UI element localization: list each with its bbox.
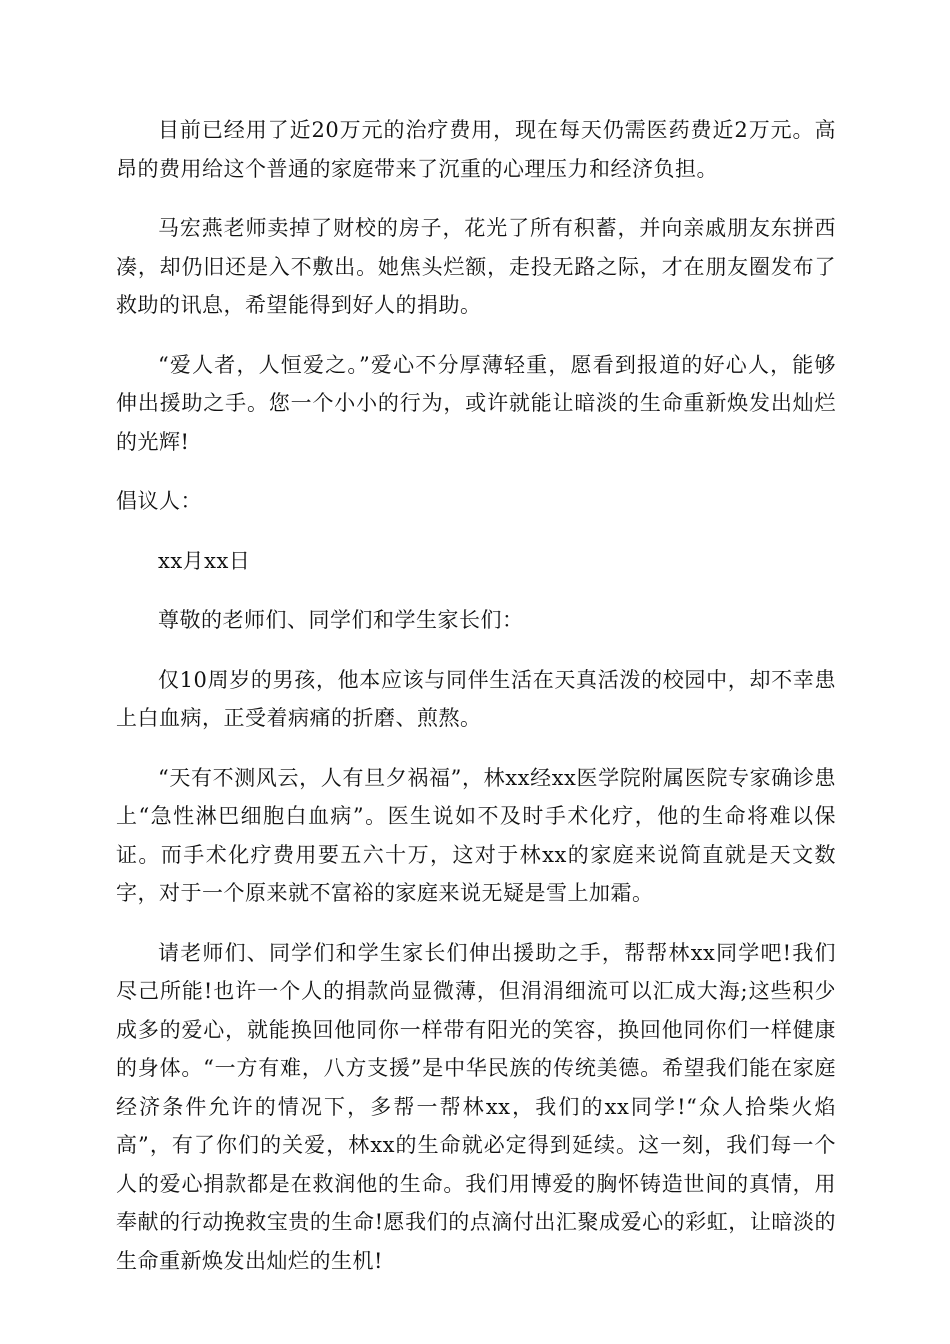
paragraph-teacher-situation: 马宏燕老师卖掉了财校的房子，花光了所有积蓄，并向亲戚朋友东拼西凑，却仍旧还是入不敷出。她焦头烂额，走投无路之际，才在朋友圈发布了救助的讯息，希望能得到好人的捐助。 [116,216,836,317]
paragraph-medical-costs: 目前已经用了近20万元的治疗费用，现在每天仍需医药费近2万元。高昂的费用给这个普通的家庭带来了沉重的心理压力和经济负担。 [116,118,836,181]
paragraph-call-to-action: 请老师们、同学们和学生家长们伸出援助之手，帮帮林xx同学吧!我们尽己所能!也许一个人的捐款尚显微薄，但涓涓细流可以汇成大海;这些积少成多的爱心，就能换回他同你一样带有阳光的笑容，换回他同你们一样健康的身体。“一方有难，八方支援”是中华民族的传统美德。希望我们能在家庭经济条件允许的情况下，多帮一帮林xx，我们的xx同学!“众人拾柴火焰高”，有了你们的关爱，林xx的生命就必定得到延续。这一刻，我们每一个人的爱心捐款都是在救润他的生命。我们用博爱的胸怀铸造世间的真情，用奉献的行动挽救宝贵的生命!愿我们的点滴付出汇聚成爱心的彩虹，让暗淡的生命重新焕发出灿烂的生机! [116,940,836,1273]
date-line: xx月xx日 [158,548,251,573]
paragraph-appeal-quote: “爱人者，人恒爱之。”爱心不分厚薄轻重，愿看到报道的好心人，能够伸出援助之手。您一个小小的行为，或许就能让暗淡的生命重新焕发出灿烂的光辉! [116,352,836,454]
paragraph-diagnosis: “天有不测风云，人有旦夕祸福”，林xx经xx医学院附属医院专家确诊患上“急性淋巴细胞白血病”。医生说如不及时手术化疗，他的生命将难以保证。而手术化疗费用要五六十万，这对于林xx的家庭来说简直就是天文数字，对于一个原来就不富裕的家庭来说无疑是雪上加霜。 [116,765,836,905]
initiator-label: 倡议人： [116,489,202,513]
salutation: 尊敬的老师们、同学们和学生家长们： [158,608,524,632]
document-body [116,111,836,1301]
paragraph-boy-illness: 仅10周岁的男孩，他本应该与同伴生活在天真活泼的校园中，却不幸患上白血病，正受着病痛的折磨、煎熬。 [116,667,836,730]
